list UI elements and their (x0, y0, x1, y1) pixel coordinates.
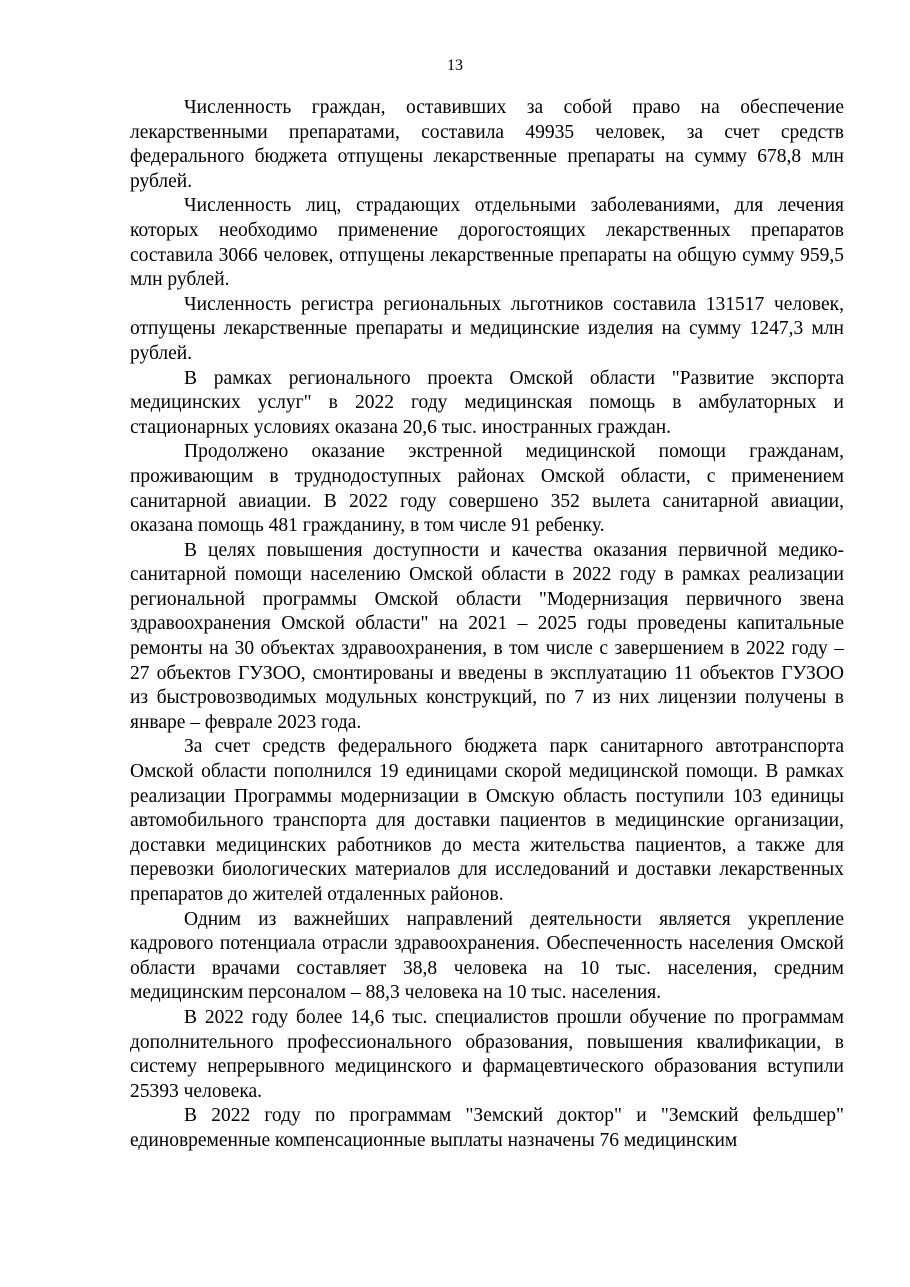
paragraph-primary-care-modernization: В целях повышения доступности и качества оказания первичной медико-санитарной помощи населению Омской области в 2022 году в рамках реализации региональной программы Омской области "Модернизация первичного звена здравоохранения Омской области" на 2021 – 2025 годы проведены капитальные ремонты на 30 объектах здравоохранения, в том числе с завершением в 2022 году – 27 объектов ГУЗОО, смонтированы и введены в эксплуатацию 11 объектов ГУЗОО из быстровозводимых модульных конструкций, по 7 из них лицензии получены в январе – феврале 2023 года. (130, 539, 844, 733)
paragraph-expensive-drugs: Численность лиц, страдающих отдельными заболеваниями, для лечения которых необходимо применение дорогостоящих лекарственных препаратов составила 3066 человек, отпущены лекарственные препараты на общую сумму 959,5 млн рублей. (130, 195, 844, 291)
paragraph-zemsky-programs: В 2022 году по программам "Земский доктор" и "Земский фельдшер" единовременные компенсационные выплаты назначены 76 медицинским (130, 1105, 844, 1151)
paragraph-drug-provision-federal: Численность граждан, оставивших за собой право на обеспечение лекарственными препаратами, составила 49935 человек, за счет средств федерального бюджета отпущены лекарственные препараты на сумму 678,8 млн рублей. (130, 97, 844, 192)
paragraph-medical-export: В рамках регионального проекта Омской области "Развитие экспорта медицинских услуг" в 2022 году медицинская помощь в амбулаторных и стационарных условиях оказана 20,6 тыс. иностранных граждан. (130, 367, 844, 438)
page-number: 13 (447, 57, 463, 74)
paragraph-air-ambulance: Продолжено оказание экстренной медицинской помощи гражданам, проживающим в труднодоступных районах Омской области, с применением санитарной авиации. В 2022 году совершено 352 вылета санитарной авиации, оказана помощь 481 гражданину, в том числе 91 ребенку. (130, 441, 844, 537)
document-body (130, 96, 844, 1154)
paragraph-regional-beneficiaries: Численность регистра региональных льготников составила 131517 человек, отпущены лекарственные препараты и медицинские изделия на сумму 1247,3 млн рублей. (130, 293, 844, 364)
paragraph-training: В 2022 году более 14,6 тыс. специалистов прошли обучение по программам дополнительного профессионального образования, повышения квалификации, в систему непрерывного медицинского и фармацевтического образования вступили 25393 человека. (130, 1006, 844, 1102)
paragraph-ambulance-fleet: За счет средств федерального бюджета парк санитарного автотранспорта Омской области пополнился 19 единицами скорой медицинской помощи. В рамках реализации Программы модернизации в Омскую область поступили 103 единицы автомобильного транспорта для доставки пациентов в медицинские организации, доставки медицинских работников до места жительства пациентов, а также для перевозки биологических материалов для исследований и доставки лекарственных препаратов до жителей отдаленных районов. (130, 736, 844, 905)
paragraph-staffing: Одним из важнейших направлений деятельности является укрепление кадрового потенциала отрасли здравоохранения. Обеспеченность населения Омской области врачами составляет 38,8 человека на 10 тыс. населения, средним медицинским персоналом – 88,3 человека на 10 тыс. населения. (130, 908, 844, 1004)
